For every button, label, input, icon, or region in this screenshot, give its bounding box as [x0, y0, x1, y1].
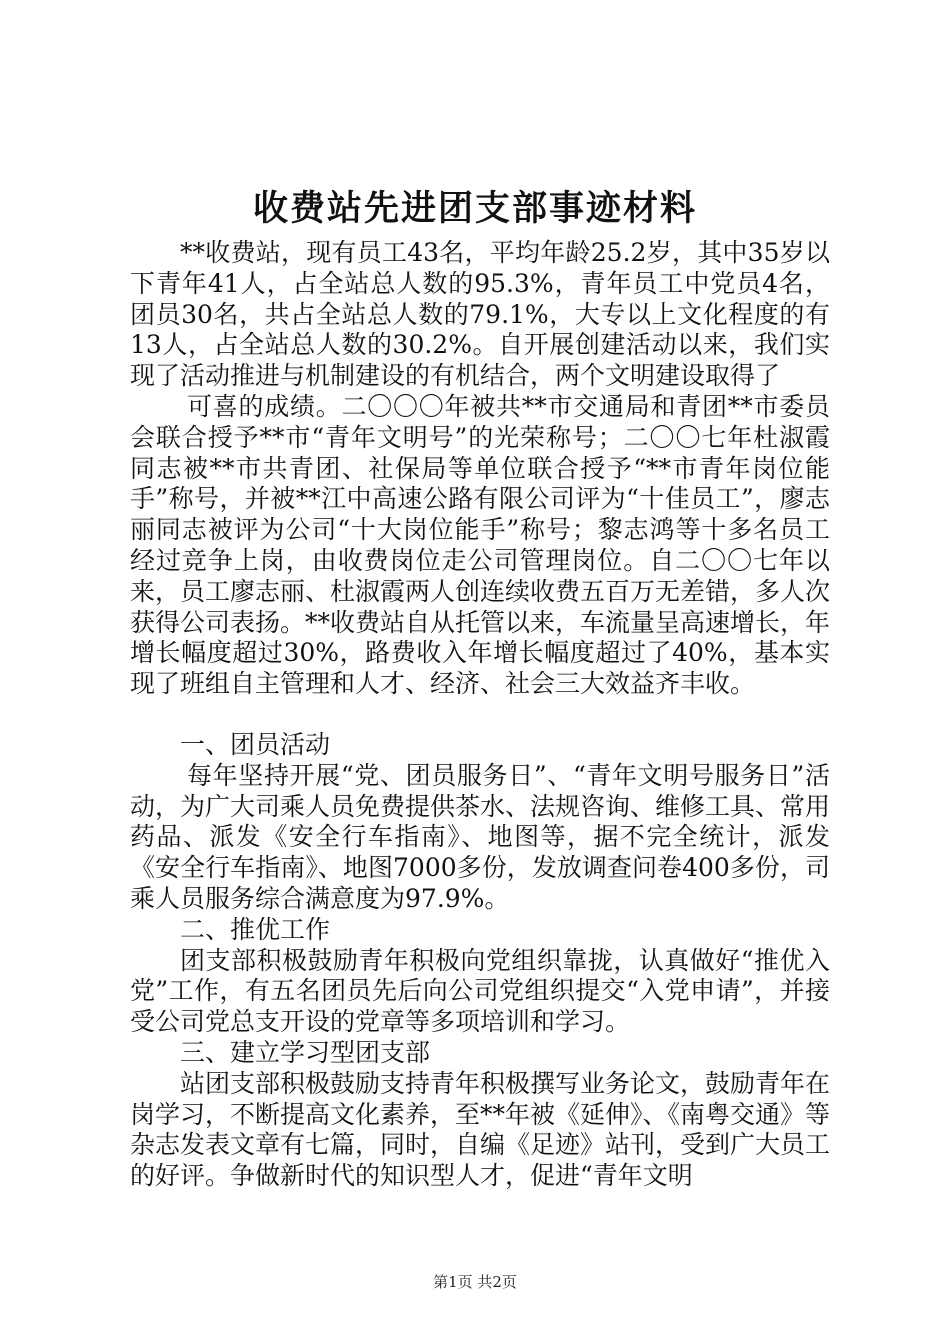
- document-body: [130, 238, 830, 1192]
- paragraph-section-1: 每年坚持开展“党、团员服务日”、“青年文明号服务日”活动，为广大司乘人员免费提供茶水、法规咨询、维修工具、常用药品、派发《安全行车指南》、地图等，据不完全统计，派发《安全行车指南》、地图7000多份，发放调查问卷400多份，司乘人员服务综合满意度为97.9%。: [130, 760, 831, 913]
- paragraph-achievements: 可喜的成绩。二〇〇〇年被共**市交通局和青团**市委员会联合授予**市“青年文明号”的光荣称号；二〇〇七年杜淑霞同志被**市共青团、社保局等单位联合授予“**市青年岗位能手”称号，并被**江中高速公路有限公司评为“十佳员工”，廖志丽同志被评为公司“十大岗位能手”称号；黎志鸿等十多名员工经过竞争上岗，由收费岗位走公司管理岗位。自二〇〇七年以来，员工廖志丽、杜淑霞两人创连续收费五百万无差错，多人次获得公司表扬。**收费站自从托管以来，车流量呈高速增长，年增长幅度超过30%，路费收入年增长幅度超过了40%，基本实现了班组自主管理和人才、经济、社会三大效益齐丰收。: [130, 391, 831, 699]
- paragraph-section-3: 站团支部积极鼓励支持青年积极撰写业务论文，鼓励青年在岗学习，不断提高文化素养，至**年被《延伸》、《南粤交通》等杂志发表文章有七篇，同时，自编《足迹》站刊，受到广大员工的好评。争做新时代的知识型人才，促进“青年文明: [130, 1068, 831, 1191]
- page-footer: 第1页 共2页: [433, 1273, 517, 1291]
- document-title: 收费站先进团支部事迹材料: [252, 189, 697, 229]
- section-heading-3: 三、建立学习型团支部: [180, 1037, 431, 1067]
- section-heading-1: 一、团员活动: [180, 729, 331, 759]
- paragraph-intro: **收费站，现有员工43名，平均年龄25.2岁，其中35岁以下青年41人，占全站总人数的95.3%，青年员工中党员4名，团员30名，共占全站总人数的79.1%，大专以上文化程度的有13人，占全站总人数的30.2%。自开展创建活动以来，我们实现了活动推进与机制建设的有机结合，两个文明建设取得了: [130, 238, 830, 391]
- section-heading-2: 二、推优工作: [180, 914, 331, 944]
- paragraph-gap: [130, 700, 830, 730]
- paragraph-section-2: 团支部积极鼓励青年积极向党组织靠拢，认真做好“推优入党”工作，有五名团员先后向公司党组织提交“入党申请”，并接受公司党总支开设的党章等多项培训和学习。: [130, 945, 830, 1037]
